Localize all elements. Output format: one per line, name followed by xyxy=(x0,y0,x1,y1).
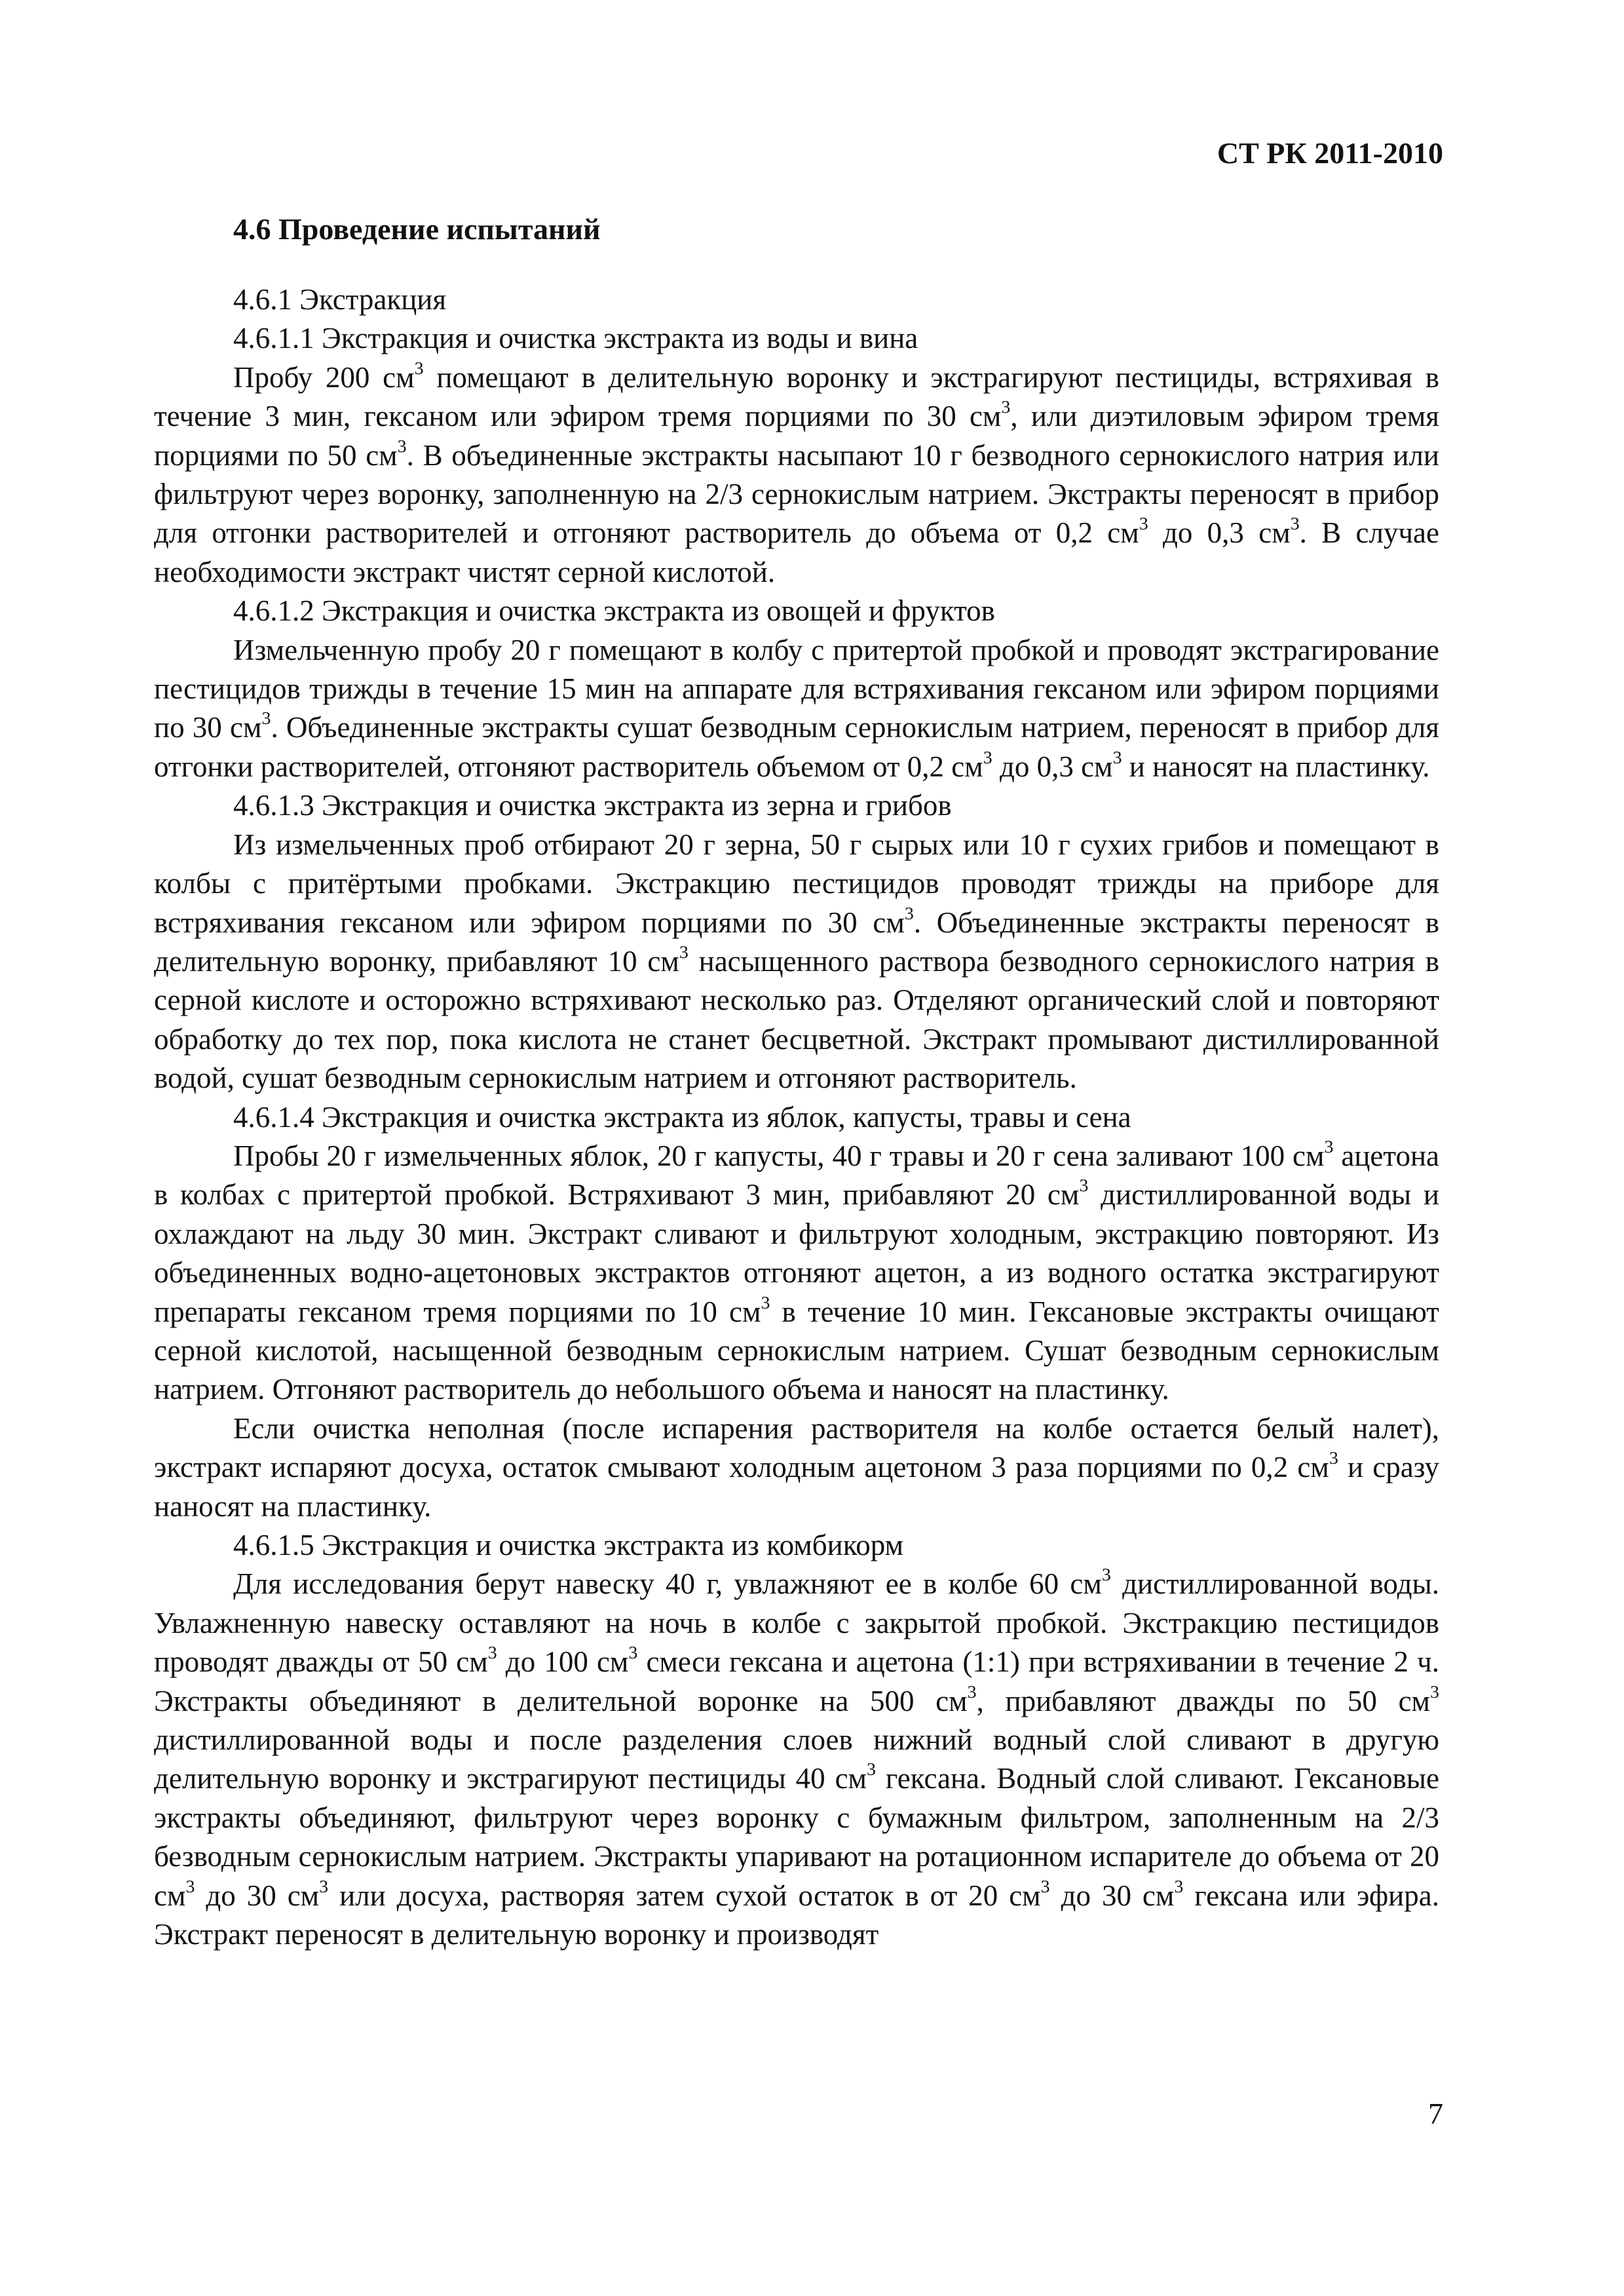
subsection-heading-4-6-1-4: 4.6.1.4 Экстракция и очистка экстракта из яблок, капусты, травы и сена xyxy=(233,1100,1131,1134)
paragraph-4-6-1-4: Пробы 20 г измельченных яблок, 20 г капусты, 40 г травы и 20 г сена заливают 100 $см^3$ ацетона в колбах с притертой пробкой. Встряхивают 3 мин, прибавляют 20 $см^3$ дистиллированной воды и охлаждают на льду 30 мин. Экстракт сливают и фильтруют холодным, экстракцию повторяют. Из объединенных водно-ацетоновых экстрактов отгоняют ацетон, а из водного остатка экстрагируют препараты гексаном тремя порциями по 10 $см^3$ в течение 10 мин. Гексановые экстракты очищают серной кислотой, насыщенной безводным сернокислым натрием. Сушат безводным сернокислым натрием. Отгоняют растворитель до небольшого объема и наносят на пластинку. xyxy=(154,1136,1440,1406)
page-number: 7 xyxy=(1428,2097,1443,2130)
paragraph-4-6-1-3: Из измельченных проб отбирают 20 г зерна, 50 г сырых или 10 г сухих грибов и помещают в колбы с притёртыми пробками. Экстракцию пестицидов проводят трижды на приборе для встряхивания гексаном или эфиром порциями по 30 $см^3$. Объединенные экстракты переносят в делительную воронку, прибавляют 10 $см^3$ насыщенного раствора безводного сернокислого натрия в серной кислоте и осторожно встряхивают несколько раз. Отделяют органический слой и повторяют обработку до тех пор, пока кислота не станет бесцветной. Экстракт промывают дистиллированной водой, сушат безводным сернокислым натрием и отгоняют растворитель. xyxy=(154,828,1439,1095)
subsection-heading-4-6-1-2: 4.6.1.2 Экстракция и очистка экстракта из овощей и фруктов xyxy=(233,594,995,628)
paragraph-4-6-1-2: Измельченную пробу 20 г помещают в колбу с притертой пробкой и проводят экстрагирование пестицидов трижды в течение 15 мин на аппарате для встряхивания гексаном или эфиром порциями по 30 $см^3$. Объединенные экстракты сушат безводным сернокислым натрием, переносят в прибор для отгонки растворителей, отгоняют растворитель объемом от 0,2 $см^3$ до 0,3 $см^3$ и наносят на пластинку. xyxy=(154,633,1439,783)
paragraph-4-6-1-1: Пробу 200 $см^3$ помещают в делительную воронку и экстрагируют пестициды, встряхивая в течение 3 мин, гексаном или эфиром тремя порциями по 30 $см^3$, или диэтиловым эфиром тремя порциями по 50 $см^3$. В объединенные экстракты насыпают 10 г безводного сернокислого натрия или фильтруют через воронку, заполненную на 2/3 сернокислым натрием. Экстракты переносят в прибор для отгонки растворителей и отгоняют растворитель до объема от 0,2 $см^3$ до 0,3 $см^3$. В случае необходимости экстракт чистят серной кислотой. xyxy=(154,358,1440,588)
section-title: 4.6 Проведение испытаний xyxy=(233,212,601,246)
paragraph-4-6-1-5: Для исследования берут навеску 40 г, увлажняют ее в колбе 60 $см^3$ дистиллированной воды. Увлажненную навеску оставляют на ночь в колбе с закрытой пробкой. Экстракцию пестицидов проводят дважды от 50 $см^3$ до 100 $см^3$ смеси гексана и ацетона (1:1) при встряхивании в течение 2 ч. Экстракты объединяют в делительной воронке на 500 $см^3$, прибавляют дважды по 50 $см^3$ дистиллированной воды и после разделения слоев нижний водный слой сливают в другую делительную воронку и экстрагируют пестициды 40 $см^3$ гексана. Водный слой сливают. Гексановые экстракты объединяют, фильтруют через воронку с бумажным фильтром, заполненным на 2/3 безводным сернокислым натрием. Экстракты упаривают на ротационном испарителе до объема от 20 $см^3$ до 30 $см^3$ или досуха, растворяя затем сухой остаток в от 20 $см^3$ до 30 $см^3$ гексана или эфира. Экстракт переносят в делительную воронку и производят xyxy=(154,1565,1439,1951)
standard-code: СТ РК 2011-2010 xyxy=(1217,136,1443,170)
subsection-heading-4-6-1-1: 4.6.1.1 Экстракция и очистка экстракта из воды и вина xyxy=(233,322,918,355)
subsection-heading-4-6-1: 4.6.1 Экстракция xyxy=(233,283,447,316)
paragraph-4-6-1-4-cleanup: Если очистка неполная (после испарения растворителя на колбе остается белый налет), экстракт испаряют досуха, остаток смывают холодным ацетоном 3 раза порциями по 0,2 $см^3$ и сразу наносят на пластинку. xyxy=(154,1411,1439,1523)
subsection-heading-4-6-1-5: 4.6.1.5 Экстракция и очистка экстракта из комбикорм xyxy=(233,1529,904,1561)
subsection-heading-4-6-1-3: 4.6.1.3 Экстракция и очистка экстракта из зерна и грибов xyxy=(233,789,952,822)
document-body xyxy=(154,280,1439,1954)
